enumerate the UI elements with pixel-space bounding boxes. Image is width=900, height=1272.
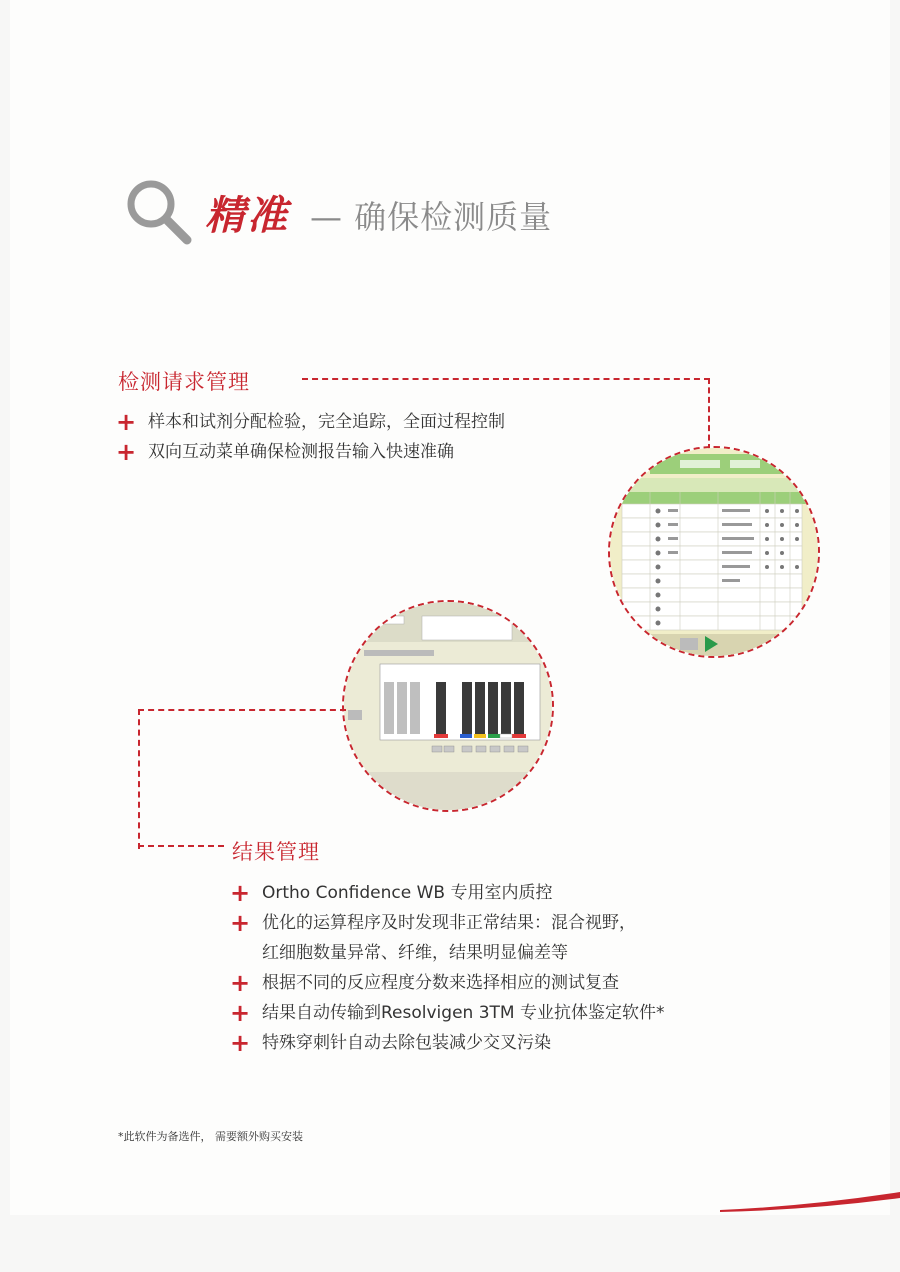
page-title: 精准 xyxy=(205,193,289,239)
decorative-swoosh xyxy=(720,1180,900,1220)
footnote: *此软件为备选件， 需要额外购买安装 xyxy=(118,1130,303,1143)
list-item: + 优化的运算程序及时发现非正常结果：混合视野， 红细胞数量异常、纤维，结果明显偏差等 xyxy=(230,909,636,963)
result-screen-thumbnail xyxy=(342,600,554,812)
connector-line-result-horizontal xyxy=(138,845,224,847)
section-title-request: 检测请求管理 xyxy=(118,370,250,394)
request-screen-thumbnail xyxy=(608,446,820,658)
plus-icon: + xyxy=(116,438,137,466)
result-bullet-list xyxy=(230,878,664,1058)
connector-line-result-vertical xyxy=(138,709,346,849)
plus-icon: + xyxy=(230,969,251,997)
list-item: + 样本和试剂分配检验，完全追踪，全面过程控制 xyxy=(116,408,505,436)
list-item: + 结果自动传输到Resolvigen 3TM 专业抗体鉴定软件* xyxy=(230,999,665,1027)
plus-icon: + xyxy=(230,879,251,907)
request-bullet-list xyxy=(116,407,505,467)
list-item: + 根据不同的反应程度分数来选择相应的测试复查 xyxy=(230,969,619,997)
plus-icon: + xyxy=(230,999,251,1027)
list-item: + Ortho Confidence WB 专用室内质控 xyxy=(230,879,553,907)
plus-icon: + xyxy=(230,909,251,937)
plus-icon: + xyxy=(230,1029,251,1057)
list-item: + 特殊穿刺针自动去除包装减少交叉污染 xyxy=(230,1029,551,1057)
list-item: + 双向互动菜单确保检测报告输入快速准确 xyxy=(116,438,454,466)
section-title-result: 结果管理 xyxy=(232,840,320,864)
page-subtitle: — 确保检测质量 xyxy=(310,198,553,236)
magnifier-icon xyxy=(125,178,195,246)
plus-icon: + xyxy=(116,408,137,436)
page-header xyxy=(125,178,625,248)
